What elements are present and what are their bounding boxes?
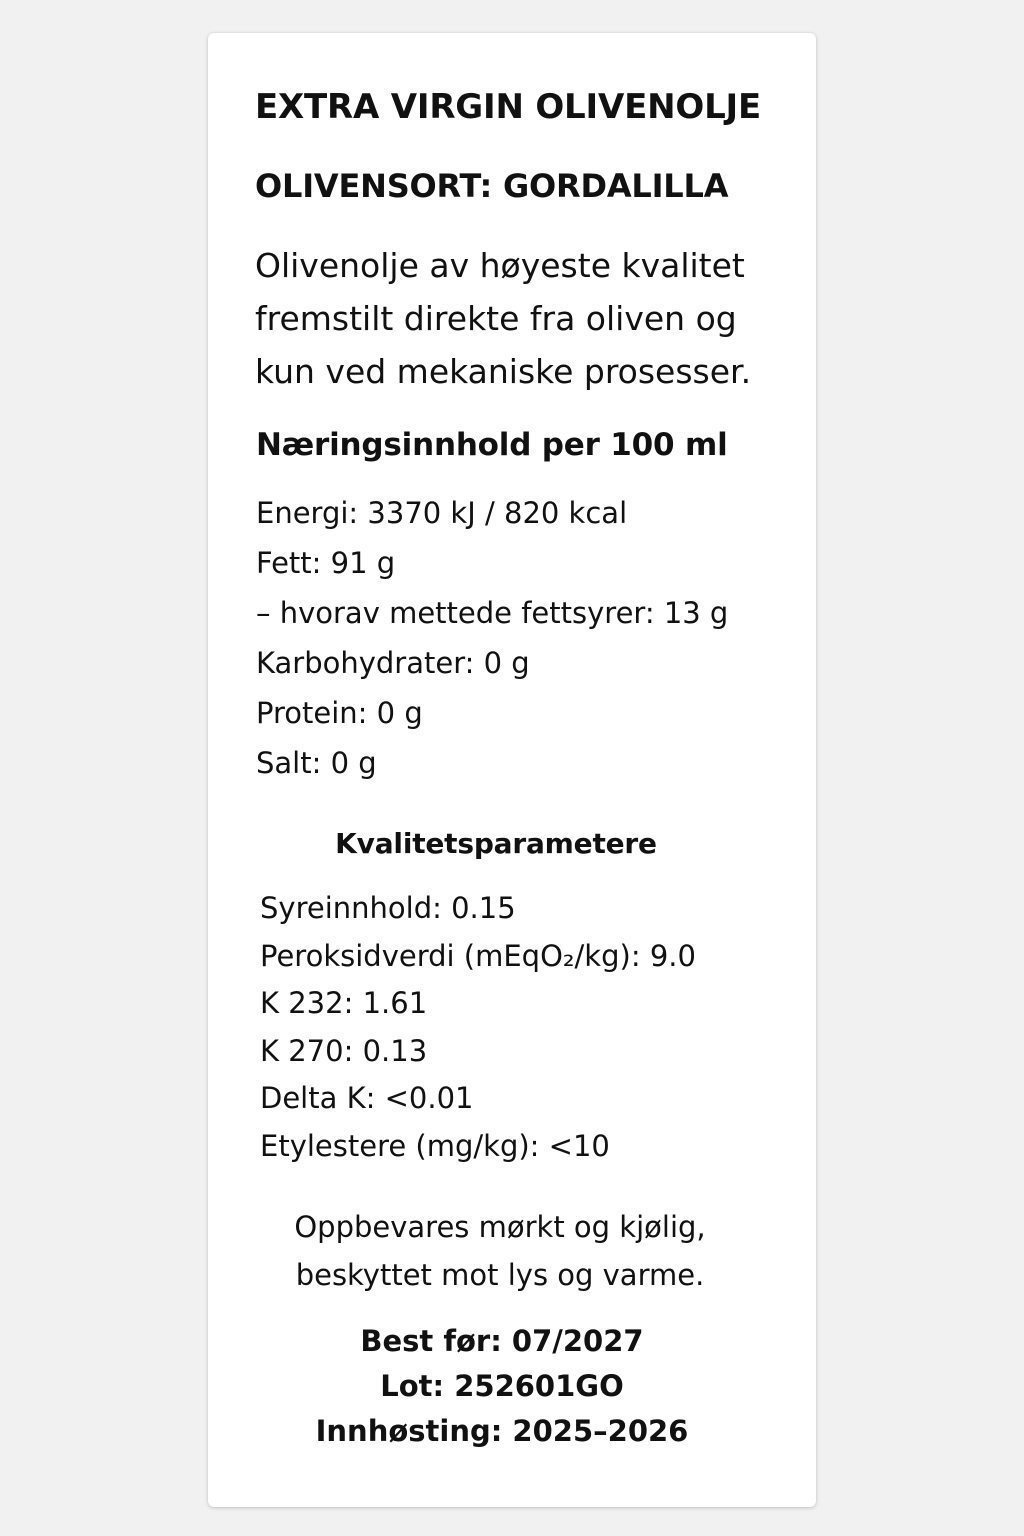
storage-line: Oppbevares mørkt og kjølig,	[294, 1210, 706, 1244]
storage-instructions	[208, 1203, 792, 1299]
nutrition-list	[256, 488, 728, 788]
quality-item-delta-k: Delta K: <0.01	[260, 1081, 474, 1115]
description-line: Olivenolje av høyeste kvalitet	[255, 246, 745, 285]
quality-item-peroxide: Peroksidverdi (mEqO₂/kg): 9.0	[260, 938, 696, 973]
nutrition-heading: Næringsinnhold per 100 ml	[256, 427, 728, 463]
product-meta	[208, 1319, 796, 1454]
quality-item-k232: K 232: 1.61	[260, 986, 428, 1020]
olive-variety: OLIVENSORT: GORDALILLA	[255, 167, 729, 205]
nutrition-item-protein: Protein: 0 g	[256, 696, 423, 730]
quality-list	[260, 885, 696, 1170]
nutrition-item-carbohydrates: Karbohydrater: 0 g	[256, 646, 530, 680]
harvest-period: Innhøsting: 2025–2026	[315, 1414, 689, 1448]
nutrition-item-energy: Energi: 3370 kJ / 820 kcal	[256, 496, 628, 530]
lot-number: Lot: 252601GO	[380, 1369, 624, 1403]
storage-line: beskyttet mot lys og varme.	[295, 1258, 705, 1292]
nutrition-item-fat: Fett: 91 g	[256, 546, 396, 580]
description-line: fremstilt direkte fra oliven og	[255, 299, 737, 338]
nutrition-item-saturated-fat: – hvorav mettede fettsyrer: 13 g	[256, 596, 729, 630]
product-label	[208, 33, 816, 1507]
description-line: kun ved mekaniske prosesser.	[255, 352, 752, 391]
best-before: Best før: 07/2027	[360, 1324, 644, 1358]
quality-heading: Kvalitetsparametere	[335, 827, 657, 860]
product-title: EXTRA VIRGIN OLIVENOLJE	[255, 87, 762, 127]
quality-item-ethyl-esters: Etylestere (mg/kg): <10	[260, 1128, 610, 1163]
quality-item-acidity: Syreinnhold: 0.15	[260, 891, 516, 925]
product-description	[255, 239, 795, 398]
quality-item-k270: K 270: 0.13	[260, 1033, 428, 1068]
nutrition-item-salt: Salt: 0 g	[256, 746, 377, 780]
